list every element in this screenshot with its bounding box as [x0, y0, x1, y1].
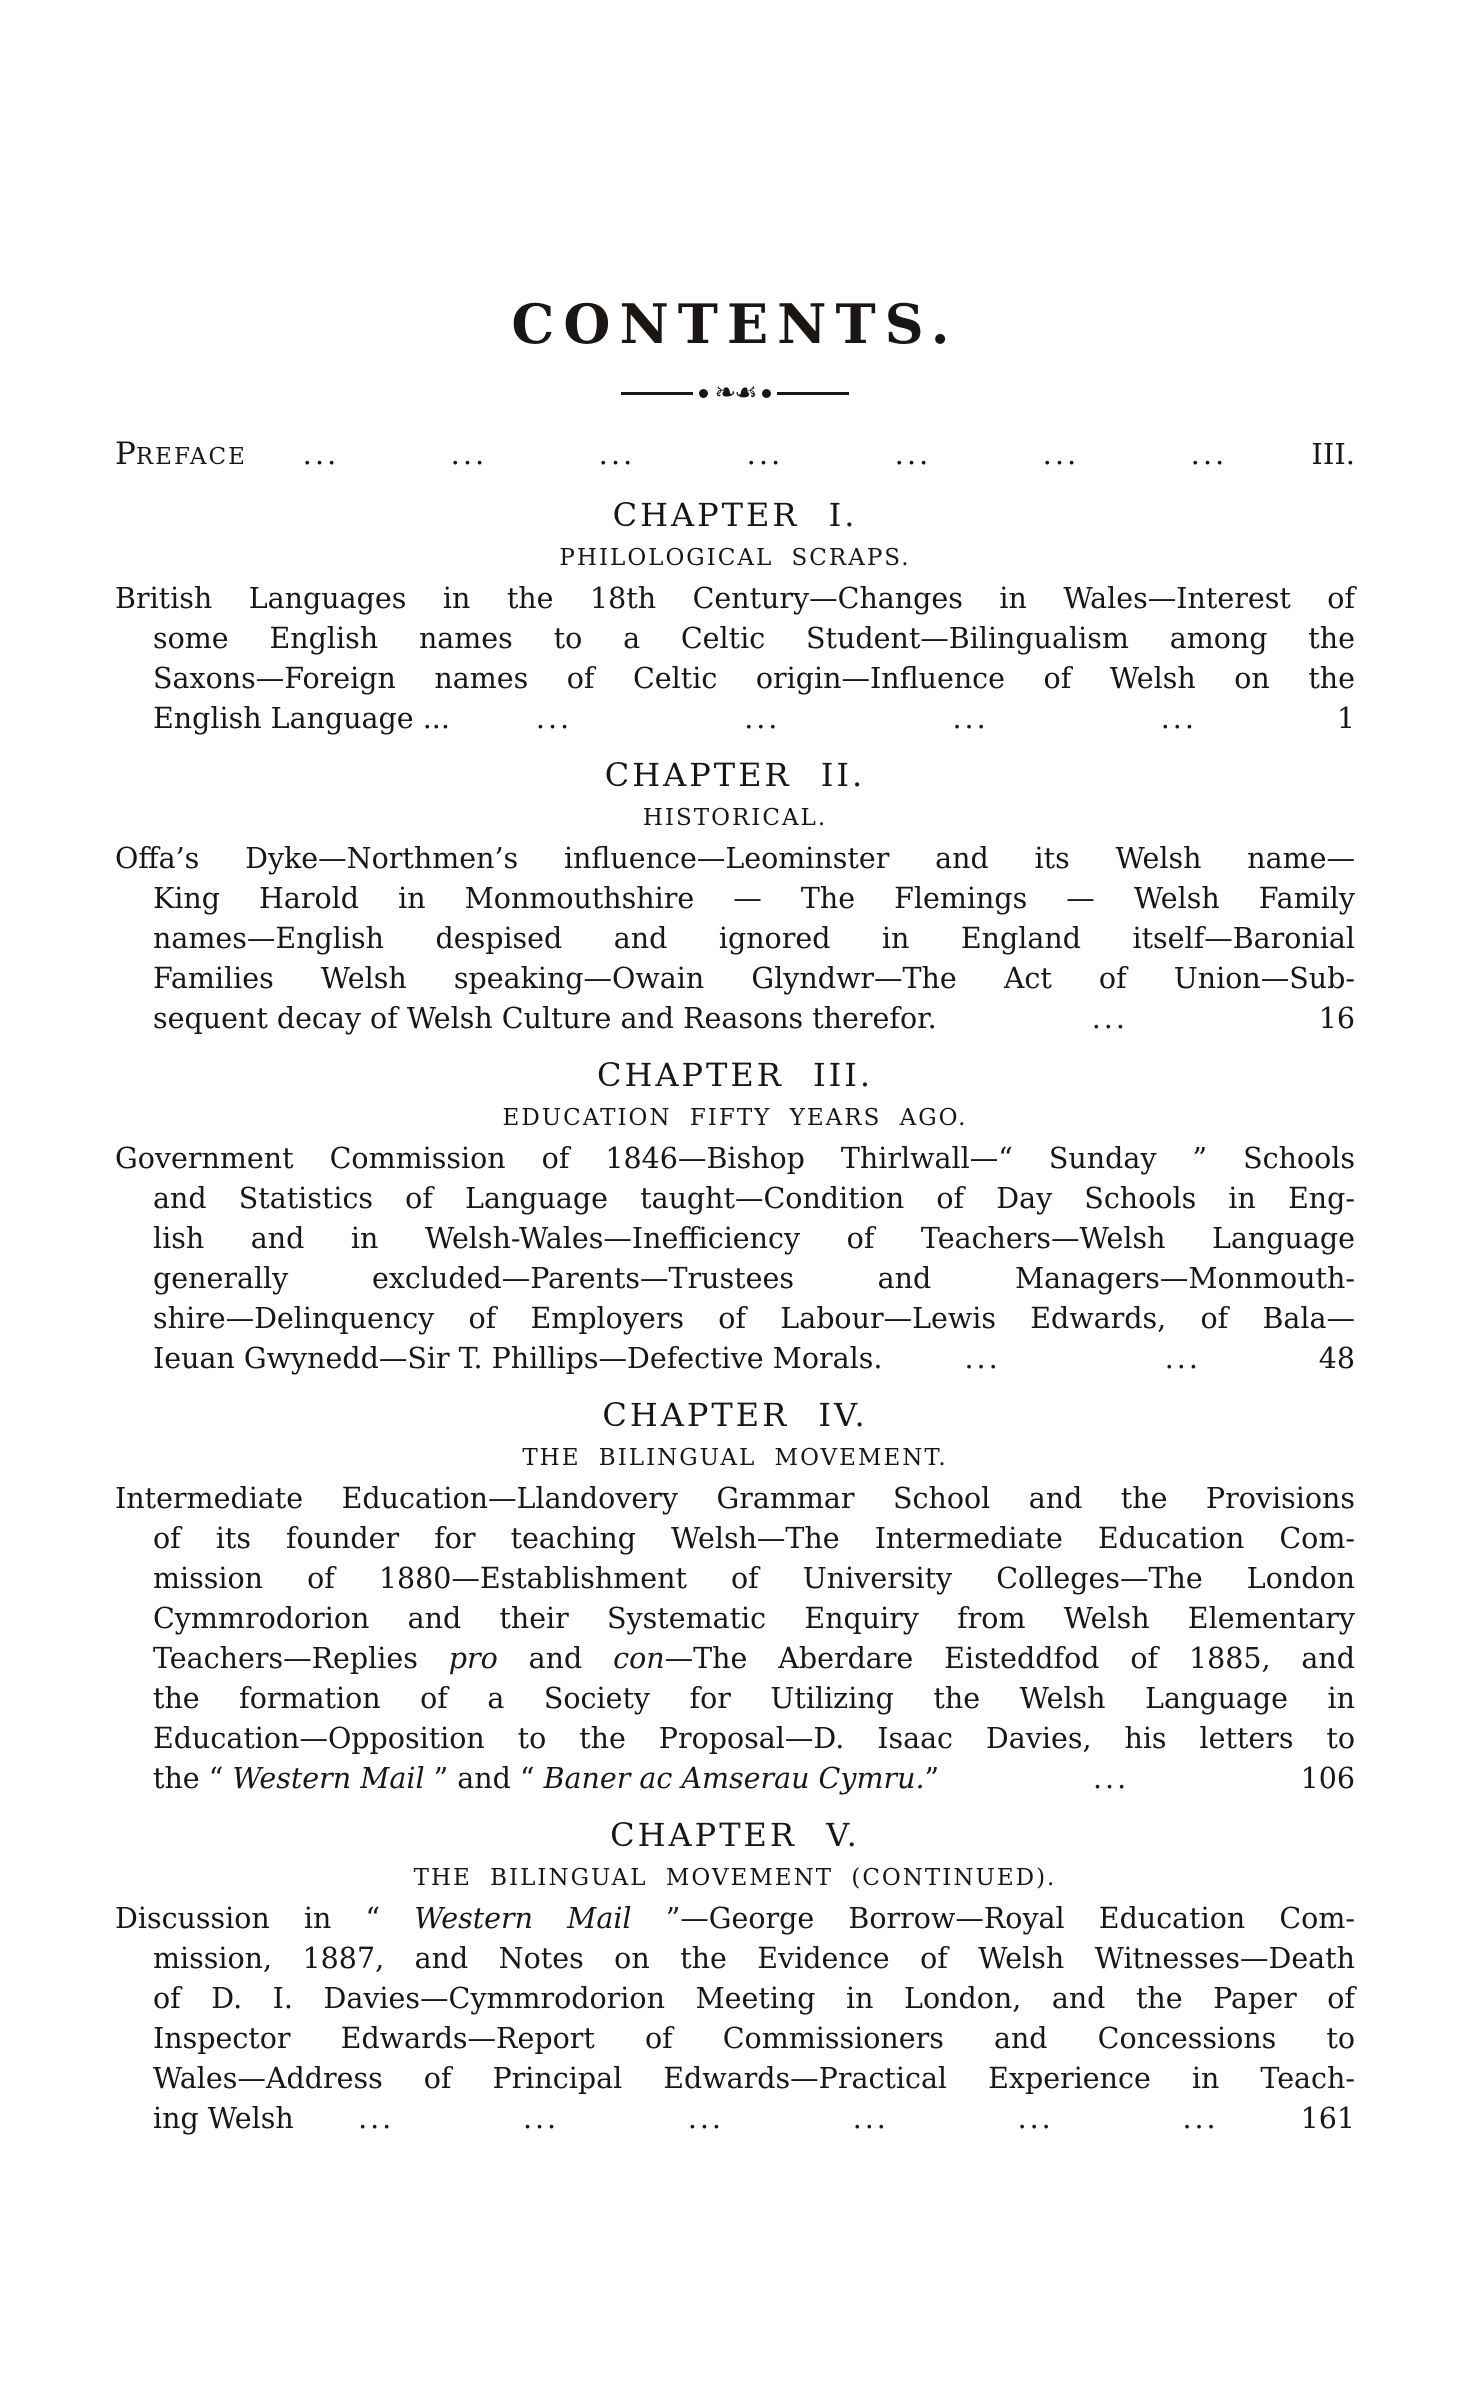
toc-line: Saxons—Foreign names of Celtic origin—Influence of Welsh on the [153, 662, 1355, 695]
page-number: 48 [1318, 1342, 1355, 1375]
page-number: 161 [1300, 2102, 1355, 2135]
chapter-summary [115, 1139, 1355, 1379]
chapter-heading: CHAPTER IV. [602, 1396, 868, 1434]
toc-leader-line: sequent decay of Welsh Culture and Reasons therefor. ... 16 [115, 999, 1355, 1039]
toc-leader-line: the “ Western Mail ” and “ Baner ac Amserau Cymru.” ... 106 [115, 1759, 1355, 1799]
dot-leader: ... [1092, 1762, 1130, 1795]
chapter-summary [115, 839, 1355, 1039]
chapter-section-1 [115, 495, 1355, 739]
ornament-leaves: ❧☙ [714, 378, 756, 408]
dot-leader: ... [1091, 1002, 1128, 1035]
contents-column [115, 292, 1355, 2139]
ornament-line-left [621, 392, 693, 395]
toc-line: Government Commission of 1846—Bishop Thirlwall—“ Sunday ” Schools [115, 1142, 1355, 1175]
chapter-subheading: EDUCATION FIFTY YEARS AGO. [502, 1105, 968, 1131]
toc-line: Cymmrodorion and their Systematic Enquiry from Welsh Elementary [153, 1602, 1355, 1635]
dot-leader: ... ... [964, 1342, 1201, 1375]
toc-line: shire—Delinquency of Employers of Labour—Lewis Edwards, of Bala— [153, 1302, 1355, 1335]
page-title: CONTENTS. [511, 292, 959, 356]
toc-line: Inspector Edwards—Report of Commissioners and Concessions to [153, 2022, 1355, 2055]
toc-line: mission of 1880—Establishment of University Colleges—The London [153, 1562, 1355, 1595]
fleuron-divider-icon [115, 378, 1355, 408]
toc-line: Intermediate Education—Llandovery Grammar School and the Provisions [115, 1482, 1355, 1515]
toc-leader-line: ing Welsh ... ... ... ... ... ... 161 [115, 2099, 1355, 2139]
toc-line: the formation of a Society for Utilizing the Welsh Language in [153, 1682, 1355, 1715]
toc-leader-line: Ieuan Gwynedd—Sir T. Phillips—Defective Morals. ... ... 48 [115, 1339, 1355, 1379]
toc-line: mission, 1887, and Notes on the Evidence of Welsh Witnesses—Death [153, 1942, 1355, 1975]
chapter-heading: CHAPTER III. [596, 1056, 874, 1094]
italic-publication: Western Mail [232, 1762, 425, 1795]
toc-line: generally excluded—Parents—Trustees and Managers—Monmouth- [153, 1262, 1355, 1295]
chapter-heading: CHAPTER V. [610, 1816, 860, 1854]
toc-line: and Statistics of Language taught—Condition of Day Schools in Eng- [153, 1182, 1355, 1215]
toc-line: Teachers—Replies pro and con—The Aberdare Eisteddfod of 1885, and [153, 1642, 1356, 1675]
chapter-summary [115, 579, 1355, 739]
toc-line: some English names to a Celtic Student—Bilingualism among the [153, 622, 1355, 655]
toc-line: names—English despised and ignored in England itself—Baronial [153, 922, 1355, 955]
toc-line: Families Welsh speaking—Owain Glyndwr—The Act of Union—Sub- [153, 962, 1355, 995]
chapter-subheading: THE BILINGUAL MOVEMENT (CONTINUED). [413, 1865, 1057, 1891]
chapter-section-2 [115, 755, 1355, 1039]
toc-line: Wales—Address of Principal Edwards—Practical Experience in Teach- [153, 2062, 1355, 2095]
toc-line: lish and in Welsh-Wales—Inefficiency of Teachers—Welsh Language [153, 1222, 1355, 1255]
chapter-heading: CHAPTER II. [604, 756, 866, 794]
dot-leader: ... ... ... ... ... ... [358, 2102, 1219, 2135]
toc-line: Offa’s Dyke—Northmen’s influence—Leominster and its Welsh name— [115, 842, 1355, 875]
page-number: 106 [1300, 1762, 1355, 1795]
page-number: III. [1311, 437, 1355, 471]
chapter-heading: CHAPTER I. [612, 496, 858, 534]
ornament-dot-left [699, 389, 708, 398]
toc-line: Discussion in “ Western Mail ”—George Borrow—Royal Education Com- [115, 1902, 1355, 1935]
toc-line: King Harold in Monmouthshire — The Flemings — Welsh Family [153, 882, 1355, 915]
dot-leader: ... ... ... ... [535, 702, 1197, 735]
page-number: 16 [1318, 1002, 1355, 1035]
toc-leader-line: English Language ... ... ... ... ... 1 [115, 699, 1355, 739]
chapter-section-3 [115, 1055, 1355, 1379]
preface-row [115, 432, 1355, 479]
chapter-subheading: PHILOLOGICAL SCRAPS. [559, 545, 911, 571]
ornament-line-right [777, 392, 849, 395]
chapter-section-4 [115, 1395, 1355, 1799]
page-number: 1 [1336, 702, 1355, 735]
chapter-summary [115, 1479, 1355, 1799]
italic-publication: Western Mail [414, 1902, 632, 1935]
chapter-subheading: THE BILINGUAL MOVEMENT. [522, 1445, 948, 1471]
italic-term: con [613, 1642, 665, 1675]
chapter-subheading: HISTORICAL. [642, 805, 828, 831]
chapter-section-5 [115, 1815, 1355, 2139]
toc-line: British Languages in the 18th Century—Changes in Wales—Interest of [115, 582, 1355, 615]
preface-label: PREFACE [115, 436, 247, 472]
italic-term: pro [448, 1642, 498, 1675]
chapter-summary [115, 1899, 1355, 2139]
italic-publication: Baner ac Amserau Cymru. [543, 1762, 925, 1795]
toc-line: of D. I. Davies—Cymmrodorion Meeting in London, and the Paper of [153, 1982, 1355, 2015]
toc-line: Education—Opposition to the Proposal—D. Isaac Davies, his letters to [153, 1722, 1355, 1755]
toc-line: of its founder for teaching Welsh—The Intermediate Education Com- [153, 1522, 1355, 1555]
dot-leader: ... ... ... ... ... ... ... [302, 437, 1228, 471]
ornament-dot-right [762, 389, 771, 398]
